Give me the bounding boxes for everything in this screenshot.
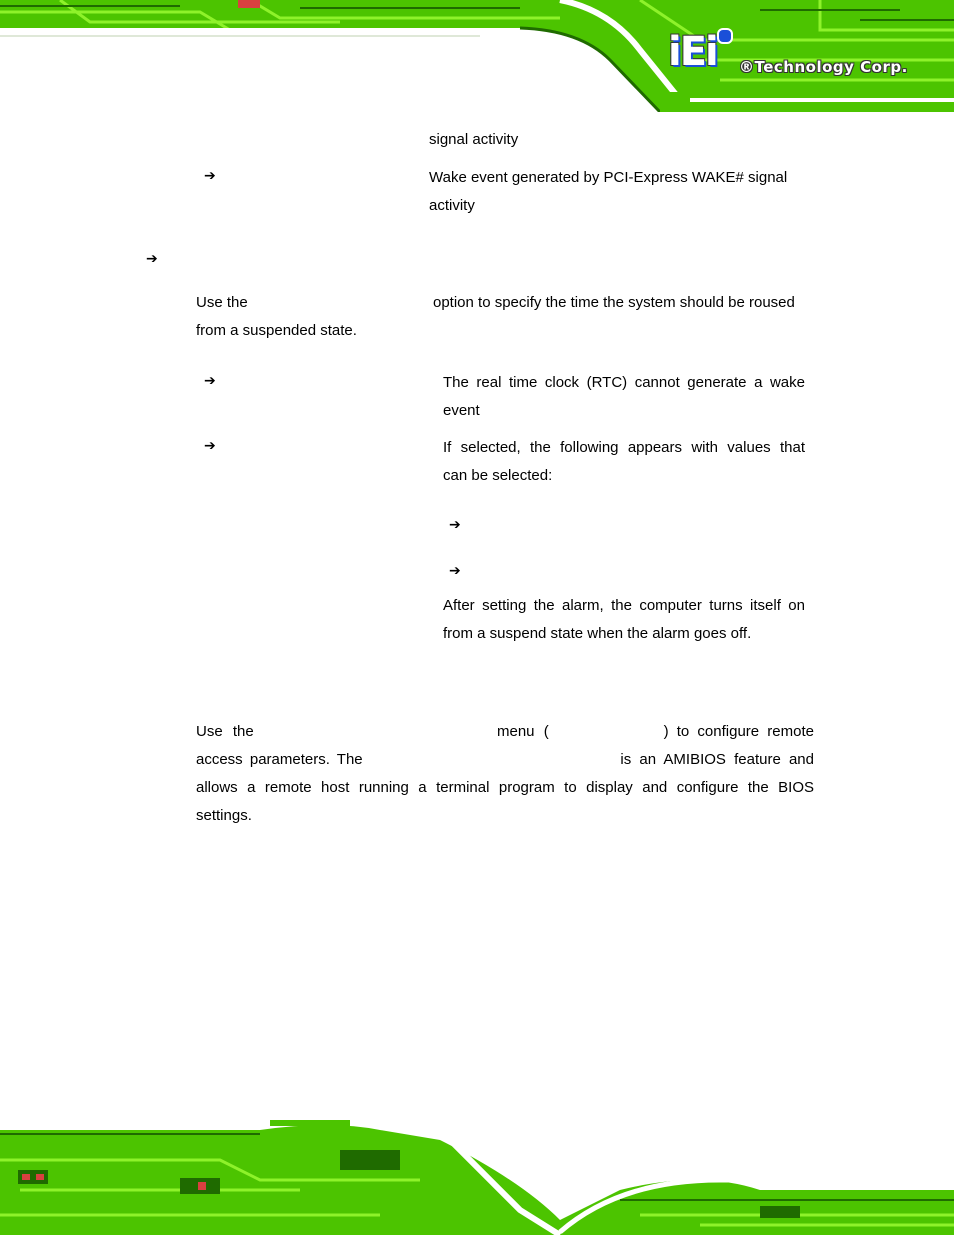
page-footer-banner (0, 1120, 954, 1235)
arrow-bullet-icon: ➔ (204, 373, 216, 389)
pcb-footer-graphic (0, 1120, 954, 1235)
remote-line1-a: Use the (196, 723, 254, 740)
enabled-desc-line2: can be selected: (443, 467, 553, 484)
alarm-desc-line1: After setting the alarm, the computer turns itself on (443, 597, 805, 614)
remote-para-line1 (196, 718, 814, 746)
remote-line1-b: menu ( (497, 723, 549, 740)
arrow-bullet-icon: ➔ (204, 438, 216, 454)
remote-para-line4: settings. (196, 807, 252, 824)
remote-line1-c: ) to configure remote (663, 723, 814, 740)
pcb-header-graphic (0, 0, 954, 112)
arrow-bullet-icon: ➔ (204, 168, 216, 184)
arrow-bullet-icon: ➔ (146, 251, 158, 267)
alarm-desc-line2: from a suspend state when the alarm goes off. (443, 625, 752, 642)
remote-para-line3: allows a remote host running a terminal program to display and configure the BIOS (196, 779, 814, 796)
resume-intro-start: Use the (196, 294, 248, 311)
text-signal-activity: signal activity (429, 131, 519, 148)
page-header-banner (0, 0, 954, 112)
remote-line2-a: access parameters. The (196, 751, 363, 768)
resume-intro-line2: from a suspended state. (196, 322, 357, 339)
remote-line2-b: is an AMIBIOS feature and (620, 751, 814, 768)
pcie-wake-desc-line2: activity (429, 197, 475, 214)
arrow-bullet-icon: ➔ (449, 517, 461, 533)
resume-intro-end: option to specify the time the system should be roused (433, 294, 795, 311)
enabled-desc-line1: If selected, the following appears with values that (443, 439, 805, 456)
arrow-bullet-icon: ➔ (449, 563, 461, 579)
logo-dot-icon (717, 28, 733, 44)
disabled-desc-line1: The real time clock (RTC) cannot generate a wake (443, 374, 805, 391)
remote-para-line2 (196, 746, 814, 774)
pcie-wake-desc-line1: Wake event generated by PCI-Express WAKE# signal (429, 169, 788, 186)
disabled-desc-line2: event (443, 402, 480, 419)
logo-company-text: ®Technology Corp. (739, 58, 908, 76)
logo-mark-text: iEi (668, 29, 717, 75)
